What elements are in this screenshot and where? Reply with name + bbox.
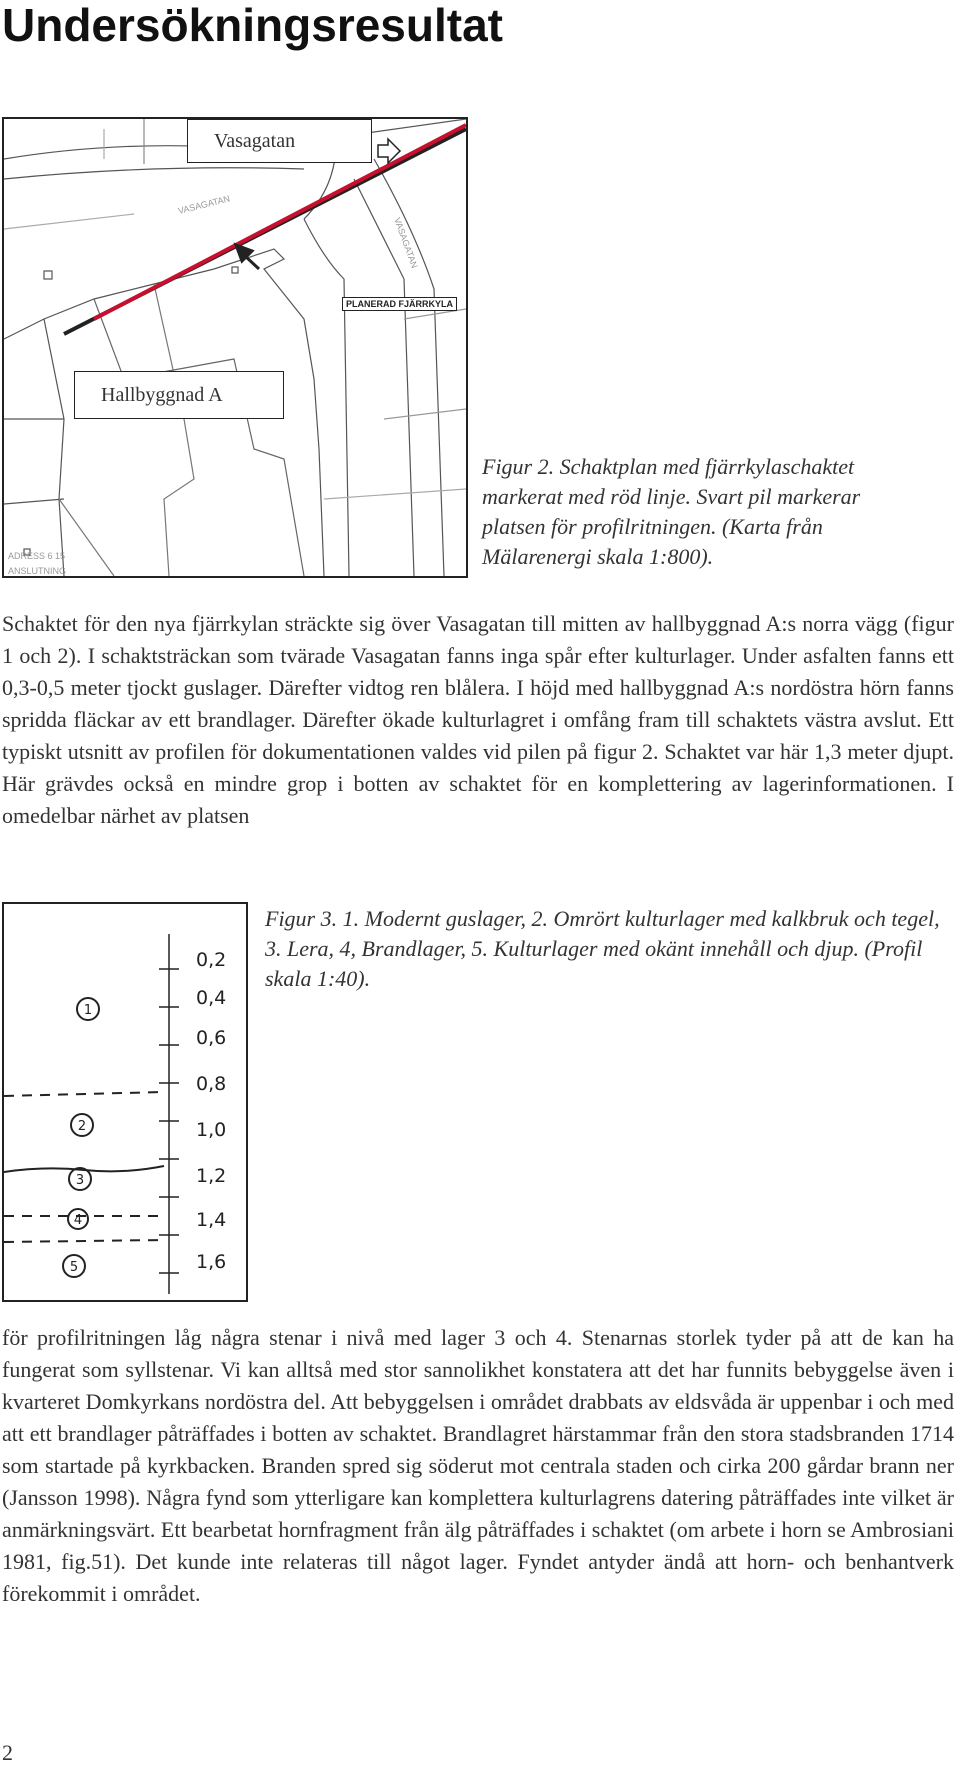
- depth-label: 0,6: [196, 1027, 227, 1049]
- map-label-planerad: PLANERAD FJÄRRKYLA: [342, 297, 457, 311]
- depth-label: 1,4: [196, 1209, 227, 1231]
- depth-label: 1,0: [196, 1119, 227, 1141]
- body-paragraph-2: för profilritningen låg några stenar i nivå med lager 3 och 4. Stenarnas storlek tyder på att de kan ha fungerat som syllstenar. Vi kan alltså med stor sannolikhet konstatera att det har funnits bebyggelse även i kvarteret Domkyrkans nordöstra del. Att bebyggelsen i området drabbats av eldsvåda är uppenbar i och med att ett brandlager påträffades i botten av schaktet. Brandlagret härstammar från den stora stadsbranden 1714 som startade på kyrkbacken. Branden spred sig söderut mot centrala staden och cirka 200 gårdar brann ner (Jansson 1998). Några fynd som ytterligare kan komplettera kulturlagrens datering påträffades inte vilket är anmärkningsvärt. Ett bearbetat hornfragment från älg påträffades i schaktet (om arbete i horn se Ambrosiani 1981, fig.51). Det kunde inte relateras till något lager. Fyndet antyder ändå att horn- och benhantverk förekommit i området.: [2, 1325, 954, 1606]
- depth-label: 1,2: [196, 1165, 227, 1187]
- layer-number-4: 4: [73, 1213, 83, 1228]
- page-title: Undersökningsresultat: [2, 0, 503, 51]
- depth-label: 0,4: [196, 987, 227, 1009]
- page-number: 2: [2, 1740, 13, 1765]
- map-label-vasagatan: Vasagatan: [187, 119, 372, 163]
- figure-2-caption: Figur 2. Schaktplan med fjärrkylaschaktet markerat med röd linje. Svart pil markerar platsen för profilritningen. (Karta från Mälarenergi skala 1:800).: [482, 454, 861, 569]
- layer-number-5: 5: [69, 1260, 79, 1275]
- svg-text:ADRESS 6 15: ADRESS 6 15: [8, 551, 66, 561]
- svg-text:VASAGATAN: VASAGATAN: [392, 216, 420, 270]
- depth-label: 1,6: [196, 1251, 227, 1273]
- depth-label: 0,8: [196, 1073, 227, 1095]
- layer-number-3: 3: [75, 1173, 85, 1188]
- svg-text:ANSLUTNING: ANSLUTNING: [8, 566, 67, 576]
- profile-svg: [4, 904, 246, 1300]
- profile-drawing: [2, 902, 248, 1302]
- layer-number-2: 2: [77, 1119, 87, 1134]
- map-drawing: [4, 119, 466, 576]
- svg-text:VASAGATAN: VASAGATAN: [177, 193, 231, 216]
- layer-number-1: 1: [83, 1003, 93, 1018]
- depth-label: 0,2: [196, 949, 227, 971]
- site-plan-map: [2, 117, 468, 578]
- body-paragraph-1: Schaktet för den nya fjärrkylan sträckte sig över Vasagatan till mitten av hallbyggnad A:s norra vägg (figur 1 och 2). I schaktsträckan som tvärade Vasagatan fanns inga spår efter kulturlager. Under asfalten fanns ett 0,3-0,5 meter tjockt guslager. Därefter vidtog ren blålera. I höjd med hallbyggnad A:s nordöstra hörn fanns spridda fläckar av ett brandlager. Därefter ökade kulturlagret i omfång fram till schaktets västra avslut. Ett typiskt utsnitt av profilen för dokumentationen valdes vid pilen på figur 2. Schaktet var här 1,3 meter djupt. Här grävdes också en mindre grop i botten av schaktet för en komplettering av lagerinformationen. I omedelbar närhet av platsen: [2, 611, 954, 828]
- figure-3-caption: Figur 3. 1. Modernt guslager, 2. Omrört kulturlager med kalkbruk och tegel, 3. Lera, 4, Brandlager, 5. Kulturlager med okänt innehåll och djup. (Profil skala 1:40).: [265, 906, 940, 991]
- map-label-hallbyggnad: Hallbyggnad A: [74, 371, 284, 419]
